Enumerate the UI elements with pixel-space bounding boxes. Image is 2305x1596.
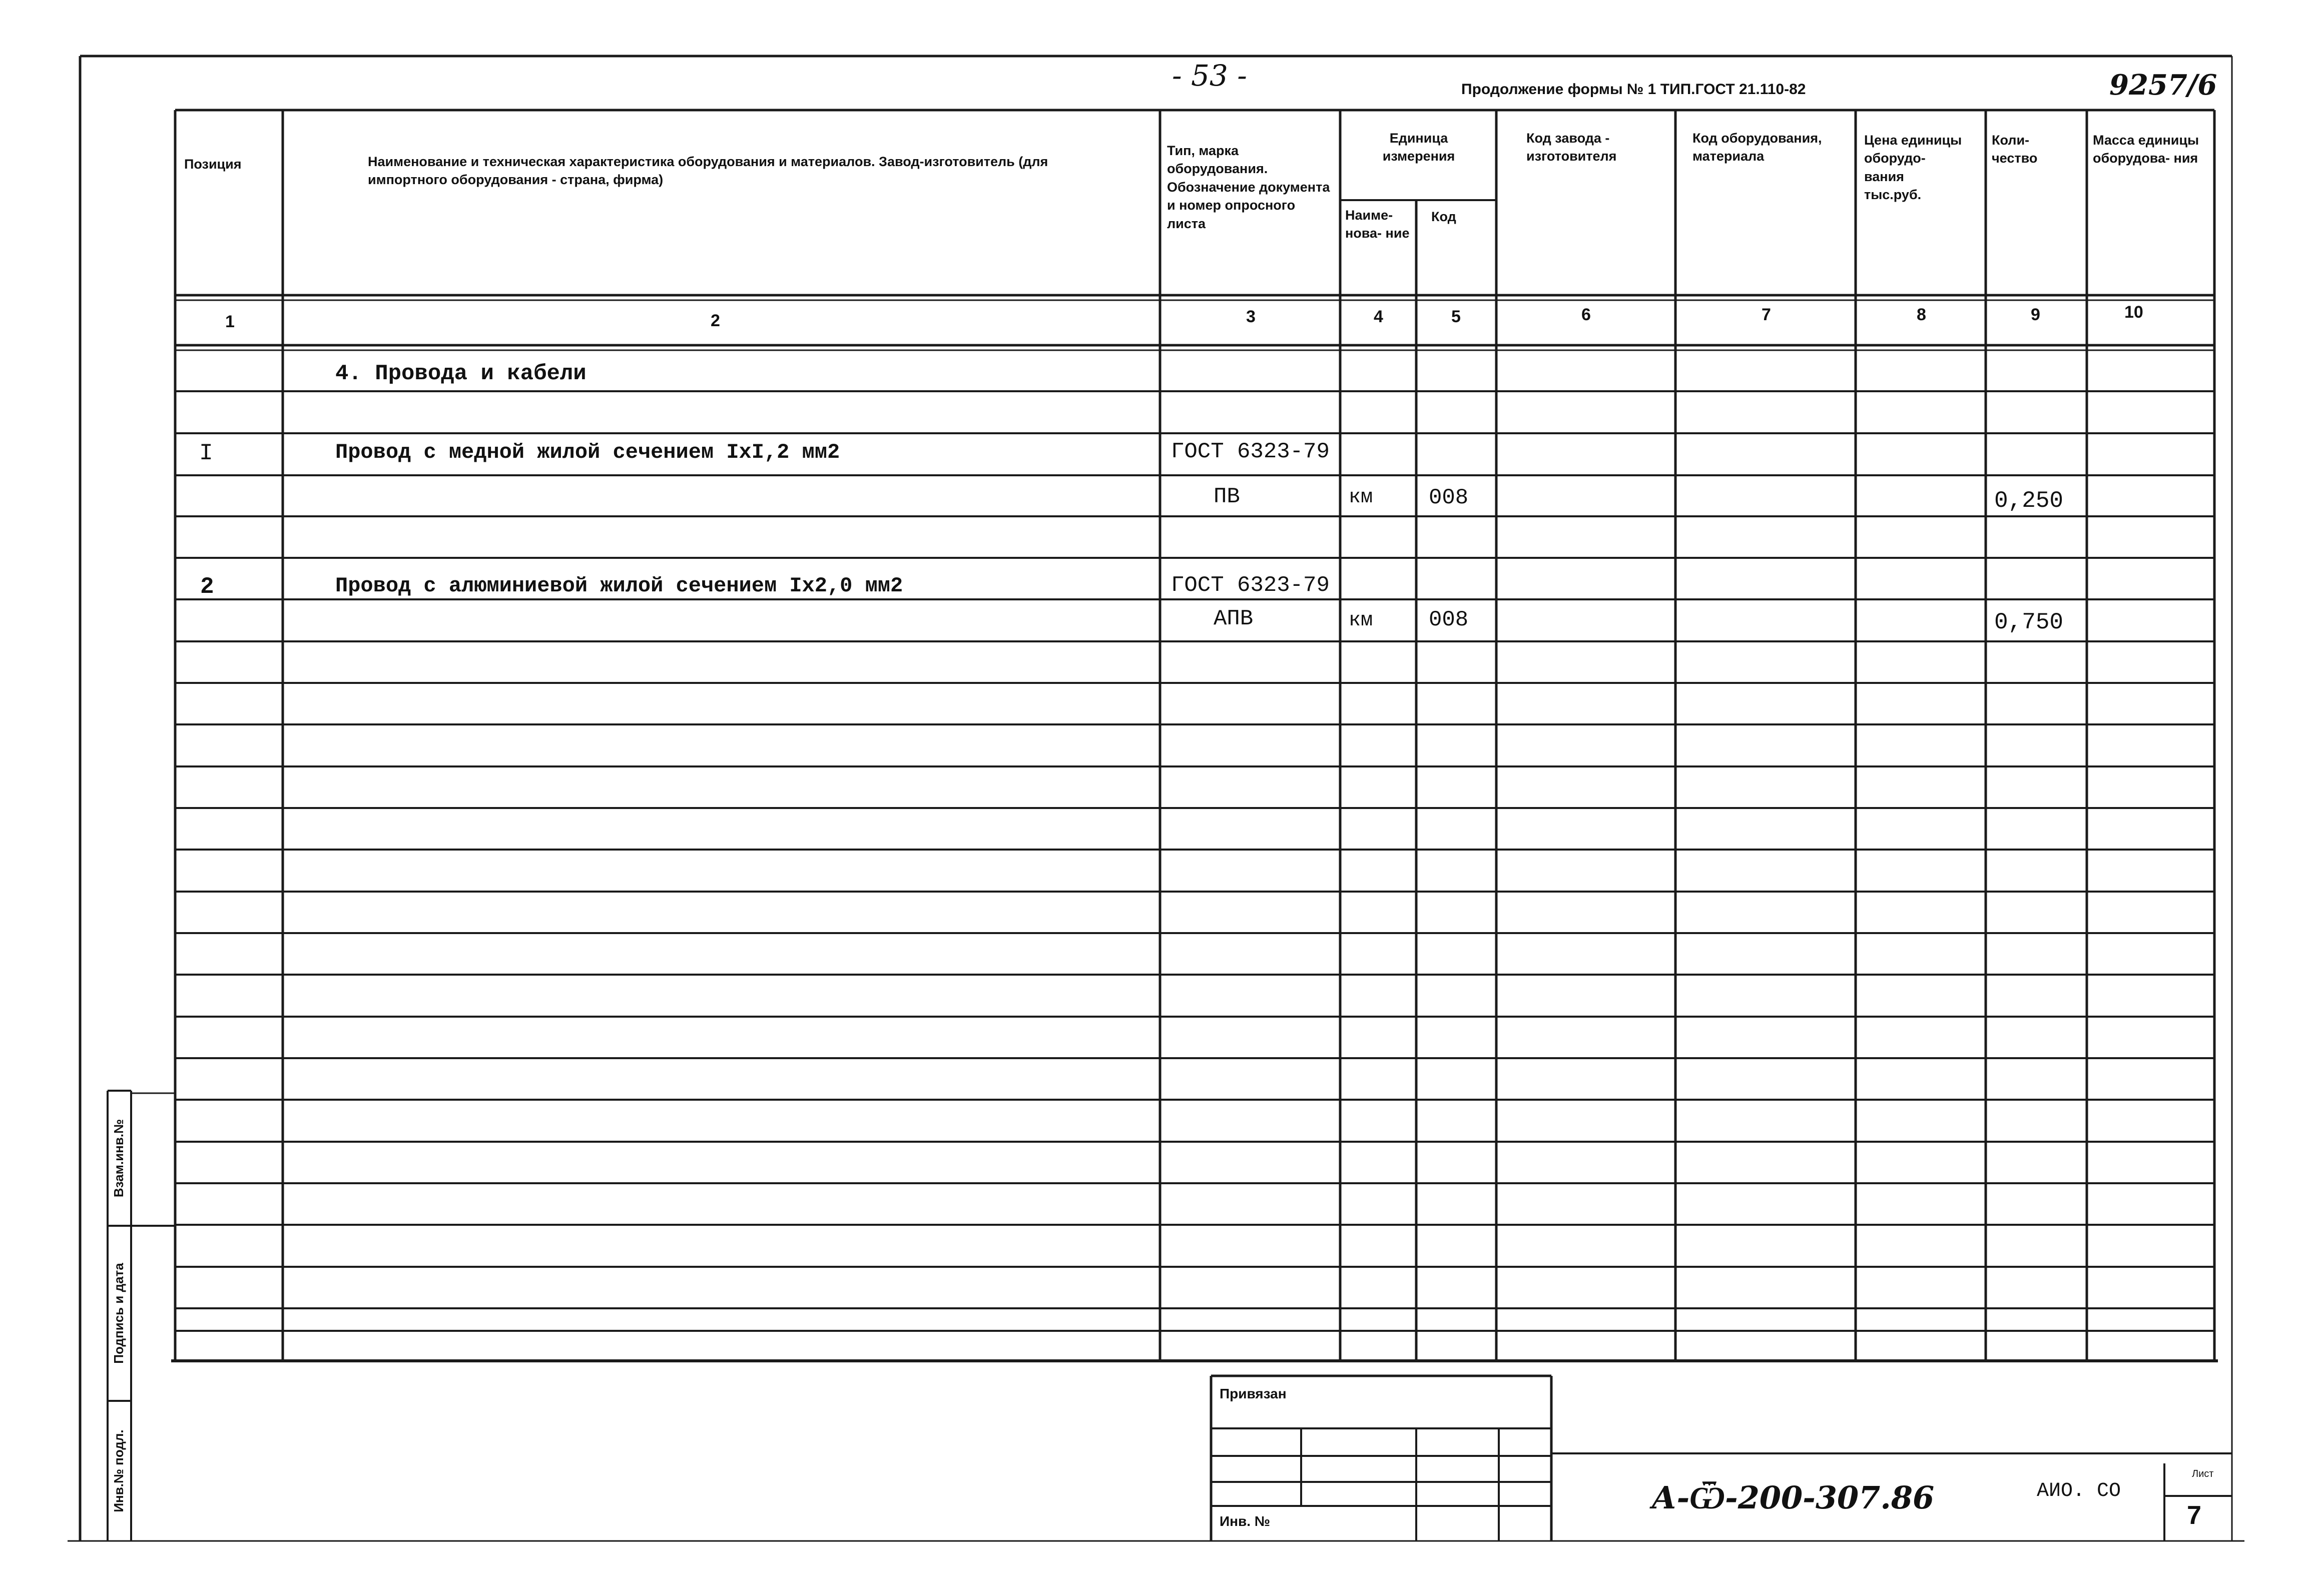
item-name: Провод с алюминиевой жилой сечением Ix2,0 мм2 (335, 574, 903, 598)
item-unit: км (1349, 486, 1373, 509)
item-doc: ГОСТ 6323-79 (1171, 439, 1330, 464)
col-number: 3 (1246, 307, 1256, 326)
form-continuation: Продолжение формы № 1 ТИП.ГОСТ 21.110-82 (1461, 81, 1806, 98)
col-header-type: Тип, марка оборудования. Обозначение документа и номер опросного листа (1167, 143, 1330, 231)
section-title: 4. Провода и кабели (335, 361, 587, 386)
col-number: 7 (1762, 305, 1771, 324)
sheet-number: 7 (2187, 1501, 2201, 1530)
col-number: 5 (1451, 307, 1461, 326)
item-position: I (199, 440, 213, 466)
stamp-sign-date: Подпись и дата (111, 1263, 127, 1364)
stamp-vzam-inv: Взам.инв.№ (111, 1119, 127, 1198)
col-header-mass: Масса единицы оборудова- ния (2093, 133, 2199, 166)
col-header-name: Наименование и техническая характеристика оборудования и материалов. Завод-изготовитель (для импортного оборудования - страна, фирма) (368, 154, 1048, 188)
drawing-code: А-Ѿ-200-307.86 (1651, 1479, 1935, 1516)
col-number: 4 (1374, 307, 1383, 326)
col-number: 9 (2031, 305, 2040, 324)
col-header-unit-group: Единица измерения (1382, 131, 1455, 164)
col-number: 1 (225, 312, 235, 331)
col-number: 10 (2124, 303, 2143, 322)
sheet-mark: АИО. СО (2037, 1480, 2121, 1502)
col-header-quantity: Коли- чество (1992, 133, 2038, 166)
col-number: 8 (1917, 305, 1926, 324)
item-position: 2 (200, 574, 214, 600)
col-number: 6 (1581, 305, 1591, 324)
item-doc: ГОСТ 6323-79 (1171, 573, 1330, 598)
sheet-code: 9257/6 (2109, 69, 2217, 102)
col-number: 2 (711, 311, 720, 330)
item-type: ПВ (1214, 484, 1240, 509)
col-header-unit-code: Код (1431, 209, 1456, 224)
page-number: - 53 - (1172, 59, 1247, 93)
col-header-factory-code: Код завода - изготовителя (1526, 131, 1617, 164)
item-unit: км (1349, 609, 1373, 632)
stamp-inv-orig: Инв.№ подл. (111, 1429, 127, 1512)
item-type: АПВ (1214, 606, 1254, 631)
col-header-position: Позиция (184, 157, 242, 172)
item-name: Провод с медной жилой сечением IxI,2 мм2 (335, 440, 840, 464)
col-header-unit-name: Наиме- нова- ние (1345, 208, 1410, 241)
sheet-label: Лист (2192, 1468, 2214, 1479)
item-unit-code: 008 (1429, 485, 1469, 510)
item-unit-code: 008 (1429, 607, 1469, 632)
col-header-material-code: Код оборудования, материала (1692, 131, 1822, 164)
col-header-price: Цена единицы оборудо- вания тыс.руб. (1864, 133, 1962, 203)
item-quantity: 0,250 (1994, 488, 2064, 514)
privyazan-label: Привязан (1220, 1386, 1287, 1401)
item-quantity: 0,750 (1994, 609, 2064, 635)
inv-no-label: Инв. № (1220, 1513, 1271, 1529)
